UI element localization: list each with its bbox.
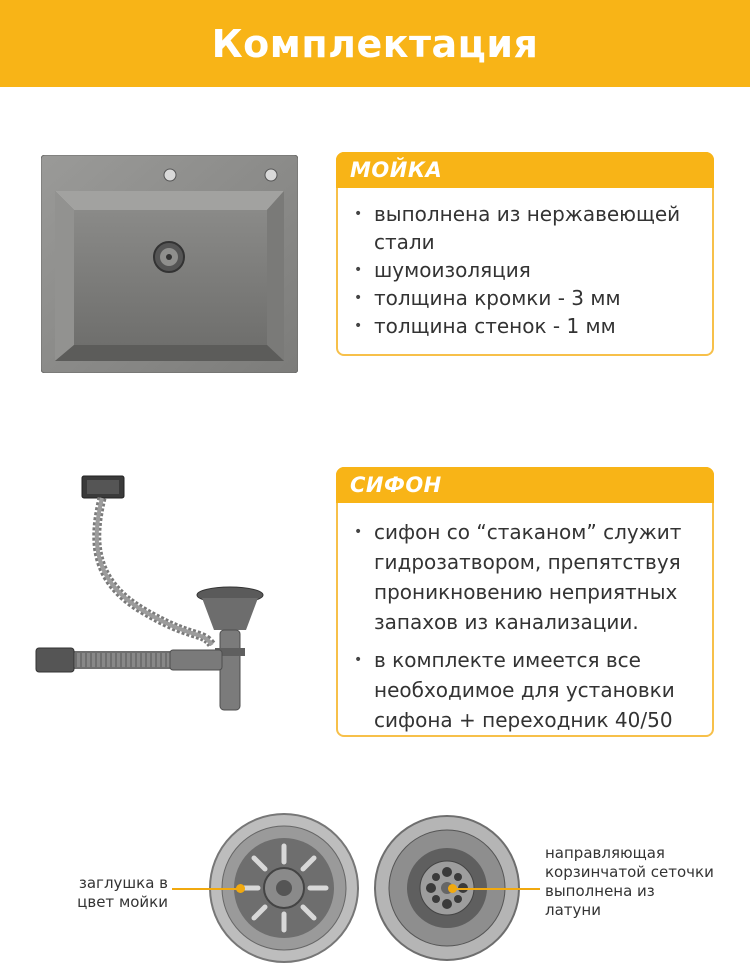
list-item: • шумоизоляция: [352, 256, 702, 284]
plug-leader-line: [172, 888, 240, 890]
sink-photo: [41, 155, 298, 373]
basket-caption: направляющая корзинчатой сеточки выполнена из латуни: [545, 844, 714, 919]
basket-leader-dot: [448, 884, 457, 893]
sink-title-tag: [336, 152, 714, 188]
sink-title: МОЙКА: [350, 158, 443, 182]
list-item: • толщина стенок - 1 мм: [352, 312, 702, 340]
plug-leader-dot: [236, 884, 245, 893]
sink-features-list: [352, 200, 702, 340]
siphon-photo: [32, 470, 272, 715]
list-item: • в комплекте имеется все необходимое для установки сифона + переходник 40/50: [352, 645, 702, 735]
header-banner: [0, 0, 750, 87]
sink-info-card: [336, 152, 714, 356]
siphon-features-list: [352, 517, 702, 735]
plug-caption: заглушка в цвет мойки: [77, 874, 168, 911]
siphon-title-tag: [336, 467, 714, 503]
siphon-title: СИФОН: [350, 473, 442, 497]
list-item: • выполнена из нержавеющей стали: [352, 200, 702, 256]
siphon-info-card: [336, 467, 714, 737]
page-title: Комплектация: [211, 21, 539, 66]
list-item: • толщина кромки - 3 мм: [352, 284, 702, 312]
basket-leader-line: [452, 888, 540, 890]
list-item: • сифон со “стаканом” служит гидрозатвором, препятствуя проникновению неприятных запахов из канализации.: [352, 517, 702, 637]
